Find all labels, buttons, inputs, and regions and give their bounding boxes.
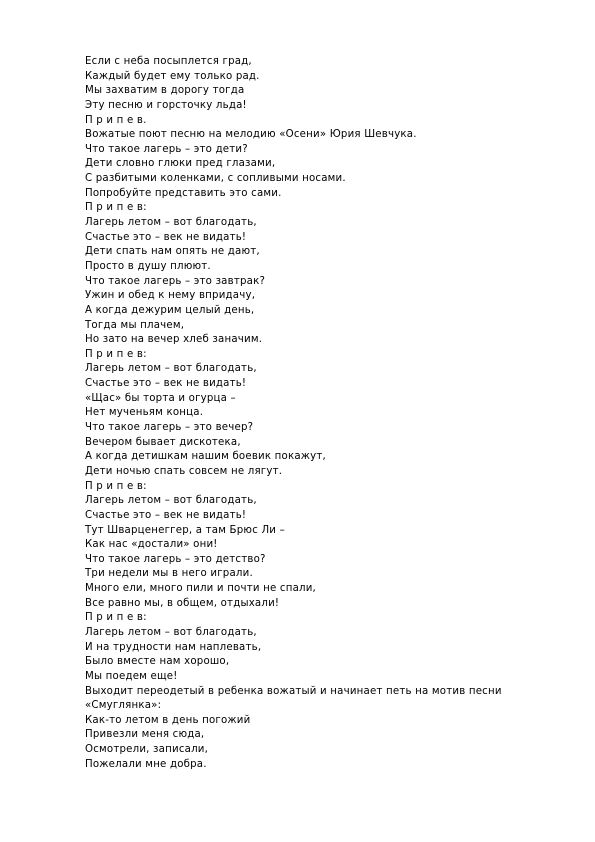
- text-line: Тут Шварценеггер, а там Брюс Ли –: [85, 524, 285, 536]
- text-line: Привезли меня сюда,: [85, 729, 205, 741]
- text-line: Мы захватим в дорогу тогда: [85, 85, 245, 97]
- chorus-label: П р и п е в:: [85, 348, 147, 360]
- text-line: Счастье это – век не видать!: [85, 231, 247, 243]
- text-line: Все равно мы, в общем, отдыхали!: [85, 597, 280, 609]
- text-line: Вечером бывает дискотека,: [85, 436, 241, 448]
- text-line: Дети ночью спать совсем не лягут.: [85, 465, 283, 477]
- text-line: Счастье это – век не видать!: [85, 378, 247, 390]
- text-line: Как нас «достали» они!: [85, 539, 218, 551]
- stage-direction: «Смуглянка»:: [85, 700, 162, 712]
- text-line: Лагерь летом – вот благодать,: [85, 495, 257, 507]
- text-line: Дети словно глюки пред глазами,: [85, 158, 276, 170]
- text-line: А когда дежурим целый день,: [85, 304, 255, 316]
- text-line: Эту песню и горсточку льда!: [85, 99, 247, 111]
- chorus-label: П р и п е в:: [85, 202, 147, 214]
- text-line: Что такое лагерь – это детство?: [85, 553, 266, 565]
- chorus-label: П р и п е в:: [85, 612, 147, 624]
- stage-direction: Вожатые поют песню на мелодию «Осени» Юрия Шевчука.: [85, 129, 417, 141]
- text-line: Что такое лагерь – это дети?: [85, 143, 248, 155]
- text-line: Что такое лагерь – это вечер?: [85, 422, 254, 434]
- text-line: С разбитыми коленками, с сопливыми носами.: [85, 173, 346, 185]
- text-line: Пожелали мне добра.: [85, 758, 207, 770]
- text-line: Если с неба посыплется град,: [85, 56, 252, 67]
- song-text-block: [85, 55, 565, 772]
- text-line: Как-то летом в день погожий: [85, 714, 251, 726]
- chorus-label: П р и п е в.: [85, 114, 147, 126]
- text-line: Было вместе нам хорошо,: [85, 656, 230, 668]
- text-line: Лагерь летом – вот благодать,: [85, 363, 257, 375]
- text-line: Три недели мы в него играли.: [85, 568, 253, 580]
- text-line: Каждый будет ему только рад.: [85, 70, 260, 82]
- text-line: Счастье это – век не видать!: [85, 509, 247, 521]
- text-line: А когда детишкам нашим боевик покажут,: [85, 451, 326, 463]
- text-line: Осмотрели, записали,: [85, 744, 209, 756]
- text-line: Много ели, много пили и почти не спали,: [85, 583, 317, 595]
- stage-direction: Выходит переодетый в ребенка вожатый и начинает петь на мотив песни: [85, 685, 502, 697]
- text-line: Попробуйте представить это сами.: [85, 187, 282, 199]
- text-line: Дети спать нам опять не дают,: [85, 246, 260, 258]
- text-line: Просто в душу плюют.: [85, 260, 211, 272]
- text-line: Но зато на вечер хлеб заначим.: [85, 334, 263, 346]
- text-line: Тогда мы плачем,: [85, 319, 185, 331]
- text-line: Что такое лагерь – это завтрак?: [85, 275, 266, 287]
- text-line: Мы поедем еще!: [85, 670, 178, 682]
- text-line: «Щас» бы торта и огурца –: [85, 392, 236, 404]
- text-line: И на трудности нам наплевать,: [85, 641, 262, 653]
- text-line: Ужин и обед к нему впридачу,: [85, 290, 256, 302]
- chorus-label: П р и п е в:: [85, 480, 147, 492]
- text-line: Лагерь летом – вот благодать,: [85, 217, 257, 229]
- text-line: Лагерь летом – вот благодать,: [85, 626, 257, 638]
- text-line: Нет мученьям конца.: [85, 407, 204, 419]
